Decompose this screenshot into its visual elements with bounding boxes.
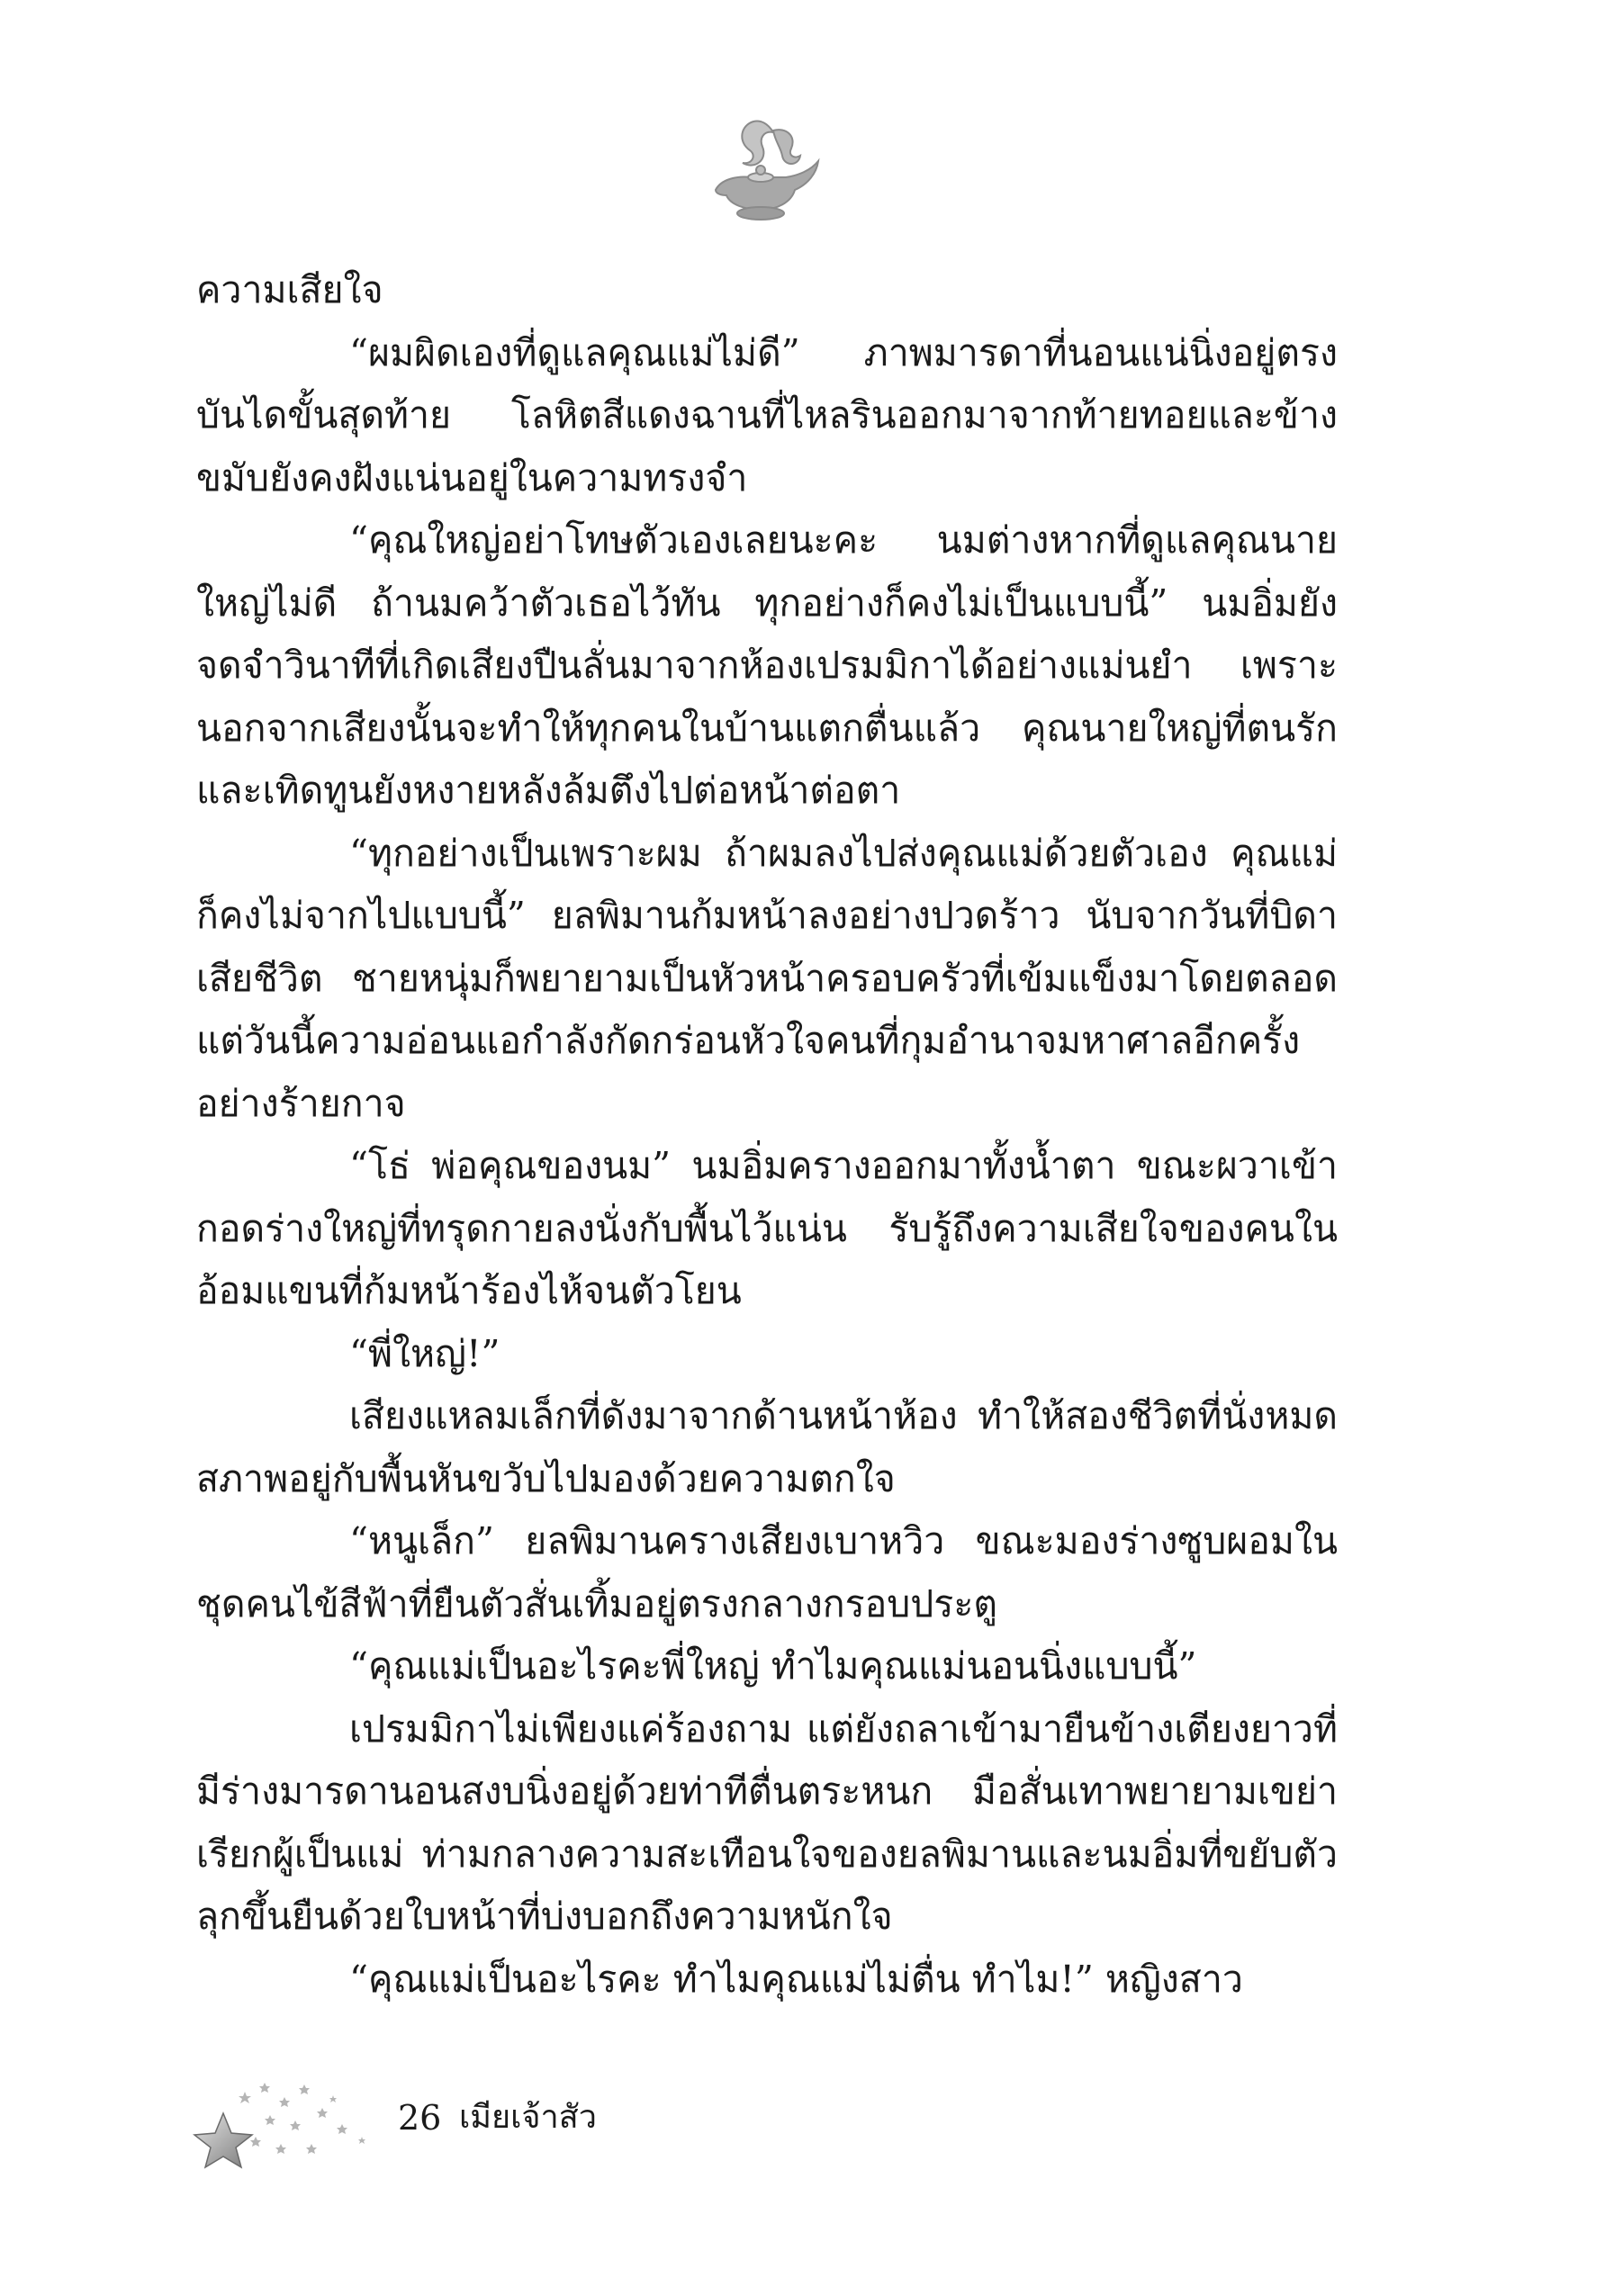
paragraph: “พี่ใหญ่!” — [349, 1331, 500, 1375]
book-title: เมียเจ้าสัว — [459, 2099, 597, 2136]
paragraph: “คุณแม่เป็นอะไรคะ ทำไมคุณแม่ไม่ตื่น ทำไม!” หญิงสาว — [349, 1957, 1243, 2001]
paragraph: เสียงแหลมเล็กที่ดังมาจากด้านหน้าห้อง ทำให้สองชีวิตที่นั่งหมดสภาพอยู่กับพื้นหันขวับไปมองด้วยความตกใจ — [196, 1394, 1338, 1500]
paragraph: “คุณแม่เป็นอะไรคะพี่ใหญ่ ทำไมคุณแม่นอนนิ่งแบบนี้” — [349, 1644, 1197, 1688]
paragraph: “โธ่ พ่อคุณของนม” นมอิ่มครางออกมาทั้งน้ำตา ขณะผวาเข้ากอดร่างใหญ่ที่ทรุดกายลงนั่งกับพื้นไว้แน่น รับรู้ถึงความเสียใจของคนในอ้อมแขนที่ก้มหน้าร้องไห้จนตัวโยน — [196, 1144, 1338, 1312]
body-text — [196, 259, 1350, 2011]
paragraph: “คุณใหญ่อย่าโทษตัวเองเลยนะคะ นมต่างหากที่ดูแลคุณนายใหญ่ไม่ดี ถ้านมคว้าตัวเธอไว้ทัน ทุกอย่างก็คงไม่เป็นแบบนี้” นมอิ่มยังจดจำวินาทีที่เกิดเสียงปืนลั่นมาจากห้องเปรมมิกาได้อย่างแม่นยำ เพราะนอกจากเสียงนั้นจะทำให้ทุกคนในบ้านแตกตื่นแล้ว คุณนายใหญ่ที่ตนรักและเทิดทูนยังหงายหลังล้มตึงไปต่อหน้าต่อตา — [196, 518, 1338, 812]
paragraph: เปรมมิกาไม่เพียงแค่ร้องถาม แต่ยังถลาเข้ามายืนข้างเตียงยาวที่มีร่างมารดานอนสงบนิ่งอยู่ด้วยท่าทีตื่นตระหนก มือสั่นเทาพยายามเขย่าเรียกผู้เป็นแม่ ท่ามกลางความสะเทือนใจของยลพิมานและนมอิ่มที่ขยับตัวลุกขึ้นยืนด้วยใบหน้าที่บ่งบอกถึงความหนักใจ — [196, 1706, 1338, 1938]
page-footer — [189, 2061, 819, 2187]
page-number: 26 — [398, 2098, 442, 2138]
paragraph: ความเสียใจ — [196, 268, 383, 311]
paragraph: “ทุกอย่างเป็นเพราะผม ถ้าผมลงไปส่งคุณแม่ด้วยตัวเอง คุณแม่ก็คงไม่จากไปแบบนี้” ยลพิมานก้มหน้าลงอย่างปวดร้าว นับจากวันที่บิดาเสียชีวิต ชายหนุ่มก็พยายามเป็นหัวหน้าครอบครัวที่เข้มแข็งมาโดยตลอด แต่วันนี้ความอ่อนแอกำลังกัดกร่อนหัวใจคนที่กุมอำนาจมหาศาลอีกครั้งอย่างร้ายกาจ — [196, 831, 1350, 1125]
genie-lamp-icon — [698, 104, 824, 230]
stars-icon — [189, 2061, 378, 2187]
paragraph: “หนูเล็ก” ยลพิมานครางเสียงเบาหวิว ขณะมองร่างซูบผอมในชุดคนไข้สีฟ้าที่ยืนตัวสั่นเทิ้มอยู่ตรงกลางกรอบประตู — [196, 1519, 1338, 1625]
paragraph: “ผมผิดเองที่ดูแลคุณแม่ไม่ดี” ภาพมารดาที่นอนแน่นิ่งอยู่ตรงบันไดขั้นสุดท้าย โลหิตสีแดงฉานที่ไหลรินออกมาจากท้ายทอยและข้างขมับยังคงฝังแน่นอยู่ในความทรงจำ — [196, 330, 1338, 500]
